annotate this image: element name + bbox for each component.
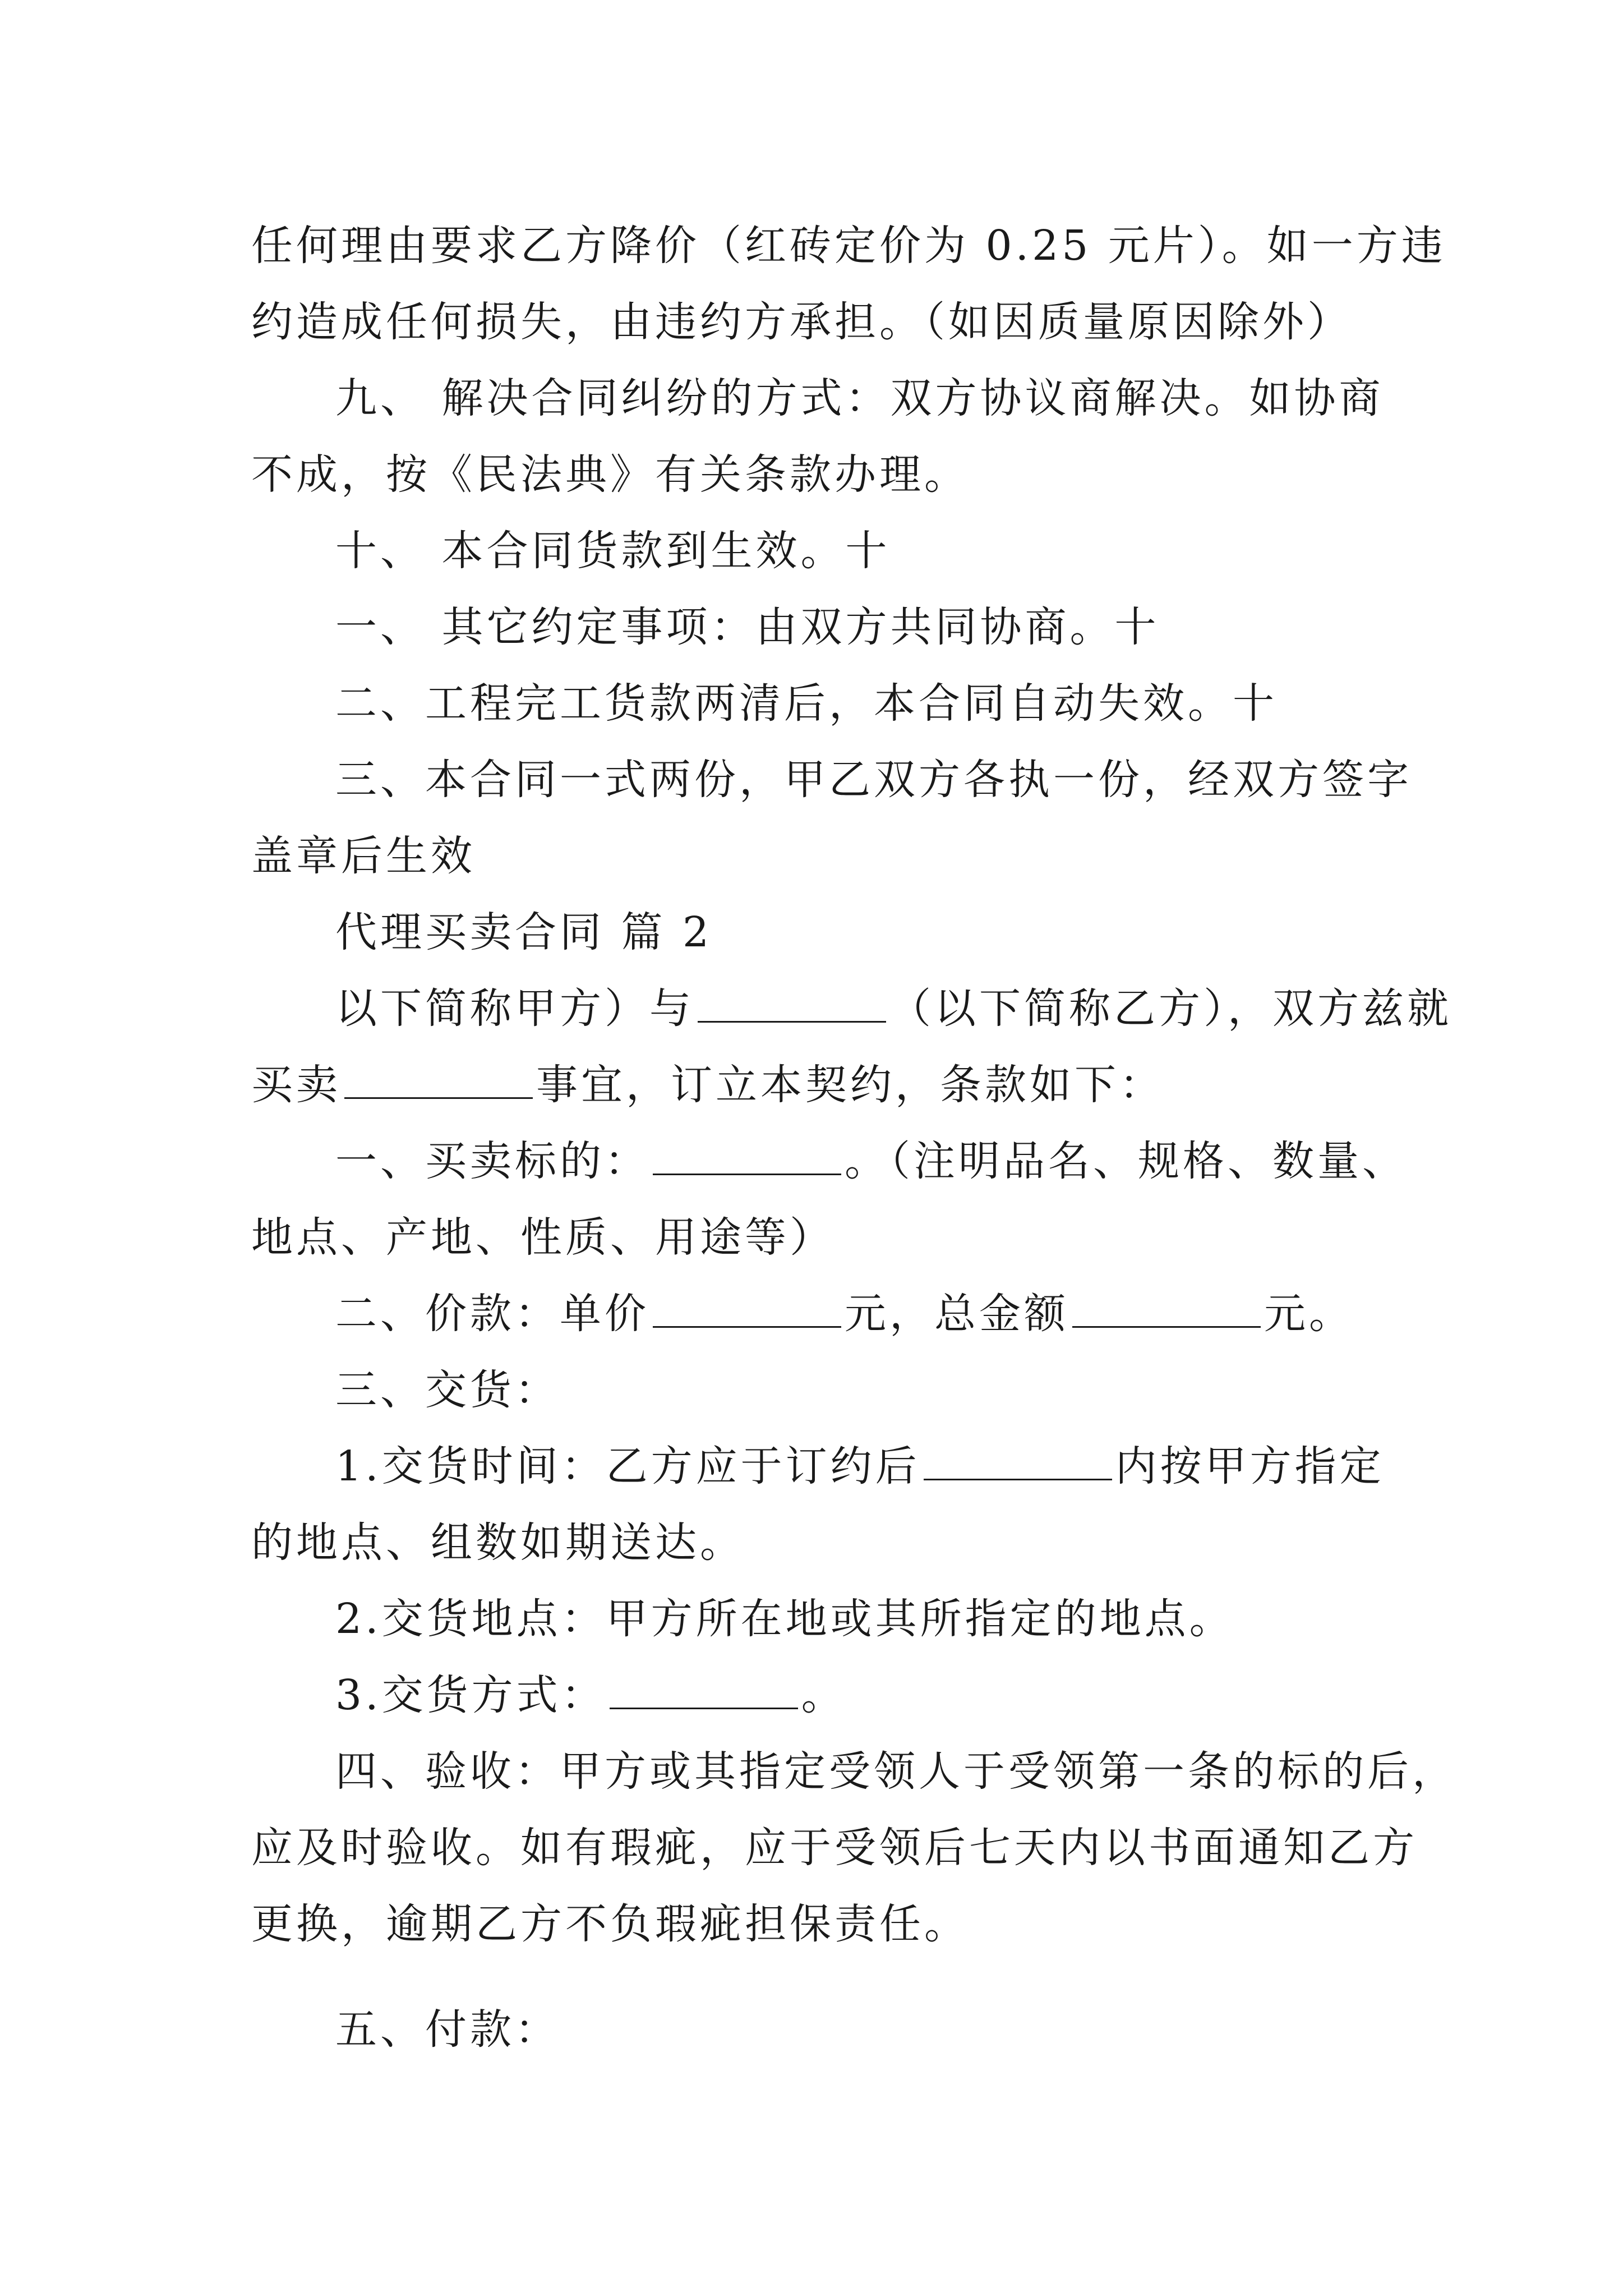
intro-text: 以下简称甲方）与 [335, 984, 694, 1033]
blank-field [610, 1674, 798, 1709]
text-line: 约造成任何损失，由违约方承担。（如因质量原因除外） [251, 298, 1352, 346]
blank-field [653, 1140, 841, 1175]
text-line: 十、 本合同货款到生效。十 [335, 527, 891, 575]
clause-text: 1.交货时间：乙方应于订约后 [335, 1442, 920, 1490]
text-line: 盖章后生效 [251, 832, 476, 880]
intro-text: 事宜，订立本契约，条款如下： [536, 1061, 1164, 1109]
clause-line: 三、交货： [335, 1366, 560, 1414]
section-heading: 代理买卖合同 篇 2 [335, 908, 713, 956]
blank-field [1072, 1292, 1261, 1328]
clause-line: 五、付款： [335, 2005, 560, 2054]
clause-line: 地点、产地、性质、用途等） [251, 1213, 834, 1262]
clause-line: 四、验收：甲方或其指定受领人于受领第一条的标的后， [335, 1747, 1457, 1796]
intro-text: 买卖 [251, 1061, 341, 1109]
text-line: 三、本合同一式两份，甲乙双方各执一份，经双方签字 [335, 756, 1412, 804]
blank-field [344, 1064, 533, 1099]
text-line: 二、工程完工货款两清后，本合同自动失效。十 [335, 679, 1278, 728]
clause-text: 一、买卖标的： [335, 1137, 649, 1185]
intro-line [335, 981, 1452, 1037]
clause-text: 。 [801, 1671, 846, 1719]
clause-text: 3.交货方式： [335, 1671, 606, 1719]
text-line: 任何理由要求乙方降价（红砖定价为 0.25 元片）。如一方违 [251, 222, 1446, 270]
clause-text: 元。 [1264, 1290, 1354, 1338]
blank-field [698, 987, 886, 1023]
clause-text: 元，总金额 [845, 1290, 1069, 1338]
clause-text: 二、价款：单价 [335, 1290, 649, 1338]
clause-line [335, 1438, 1385, 1494]
clause-line: 应及时验收。如有瑕疵，应于受领后七天内以书面通知乙方 [251, 1824, 1418, 1872]
clause-line: 的地点、组数如期送达。 [251, 1519, 745, 1567]
blank-field [924, 1445, 1112, 1480]
clause-text: 。（注明品名、规格、数量、 [845, 1137, 1407, 1185]
clause-line [335, 1133, 1407, 1189]
text-line: 不成，按《民法典》有关条款办理。 [251, 450, 969, 499]
intro-text: （以下简称乙方），双方兹就 [889, 984, 1452, 1033]
clause-line [335, 1667, 846, 1723]
blank-field [653, 1292, 841, 1328]
intro-line [251, 1057, 1164, 1113]
clause-text: 内按甲方指定 [1115, 1442, 1385, 1490]
clause-line: 更换，逾期乙方不负瑕疵担保责任。 [251, 1900, 969, 1948]
clause-line: 2.交货地点：甲方所在地或其所指定的地点。 [335, 1595, 1234, 1643]
text-line: 一、 其它约定事项：由双方共同协商。十 [335, 603, 1160, 651]
clause-line [335, 1286, 1354, 1342]
text-line: 九、 解决合同纠纷的方式：双方协议商解决。如协商 [335, 374, 1384, 422]
